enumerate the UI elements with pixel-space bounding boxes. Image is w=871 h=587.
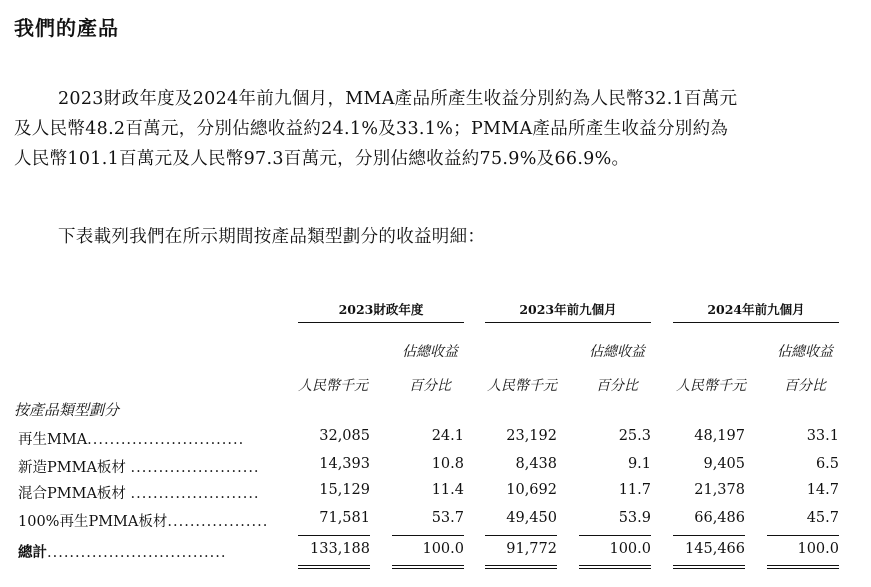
total-value: 133,188 <box>310 541 370 557</box>
total-value: 145,466 <box>685 541 745 557</box>
total-double-rule <box>298 565 370 569</box>
table-row <box>0 428 871 452</box>
total-row <box>0 541 871 565</box>
total-double-rule <box>673 565 745 569</box>
total-value: 100.0 <box>797 541 839 557</box>
total-double-rule <box>392 565 464 569</box>
cell-value: 25.3 <box>618 428 651 444</box>
cell-value: 21,378 <box>694 482 745 498</box>
paragraph-line: 下表載列我們在所示期間按產品類型劃分的收益明細： <box>58 227 486 247</box>
subtotal-rule <box>767 535 839 536</box>
subtotal-rule <box>579 535 651 536</box>
cell-value: 32,085 <box>319 428 370 444</box>
cell-value: 10.8 <box>431 456 464 472</box>
cell-value: 71,581 <box>319 510 370 526</box>
rmb-header: 人民幣千元 <box>298 378 368 394</box>
period-rule <box>673 322 839 323</box>
cell-value: 9,405 <box>703 456 745 472</box>
cell-value: 45.7 <box>806 510 839 526</box>
cell-value: 48,197 <box>694 428 745 444</box>
period-rule <box>485 322 651 323</box>
subtotal-rule <box>392 535 464 536</box>
pct-header-top: 佔總收益 <box>777 344 833 360</box>
cell-value: 14.7 <box>806 482 839 498</box>
table-row <box>0 510 871 534</box>
pct-header-bottom: 百分比 <box>784 378 826 394</box>
rmb-header: 人民幣千元 <box>487 378 557 394</box>
period-rule <box>298 322 464 323</box>
cell-value: 24.1 <box>431 428 464 444</box>
intro-paragraph <box>14 84 864 174</box>
paragraph-line: 人民幣101.1百萬元及人民幣97.3百萬元，分別佔總收益約75.9%及66.9%。 <box>14 149 630 169</box>
pct-header-top: 佔總收益 <box>589 344 645 360</box>
pct-header-top: 佔總收益 <box>402 344 458 360</box>
table-row <box>0 456 871 480</box>
row-label: 100%再生PMMA板材.................. <box>18 514 269 530</box>
period-header-fy2023: 2023財政年度 <box>338 302 424 317</box>
paragraph-line: 及人民幣48.2百萬元，分別佔總收益約24.1%及33.1%；PMMA產品所產生收益分別約為 <box>14 119 729 139</box>
total-value: 100.0 <box>422 541 464 557</box>
subtotal-rule <box>485 535 557 536</box>
table-intro-paragraph <box>14 222 864 252</box>
cell-value: 49,450 <box>506 510 557 526</box>
cell-value: 33.1 <box>806 428 839 444</box>
row-label: 新造PMMA板材 ....................... <box>18 460 260 476</box>
cell-value: 11.7 <box>618 482 651 498</box>
pct-header-bottom: 百分比 <box>409 378 451 394</box>
cell-value: 66,486 <box>694 510 745 526</box>
row-label: 混合PMMA板材 ....................... <box>18 486 260 502</box>
cell-value: 14,393 <box>319 456 370 472</box>
cell-value: 10,692 <box>506 482 557 498</box>
row-label: 再生MMA............................ <box>18 432 245 448</box>
cell-value: 11.4 <box>431 482 464 498</box>
cell-value: 6.5 <box>815 456 839 472</box>
subtotal-rule <box>673 535 745 536</box>
cell-value: 8,438 <box>515 456 557 472</box>
period-header-9m2024: 2024年前九個月 <box>707 302 805 317</box>
pct-header-bottom: 百分比 <box>596 378 638 394</box>
period-header-9m2023: 2023年前九個月 <box>519 302 617 317</box>
cell-value: 53.9 <box>618 510 651 526</box>
table-row <box>0 482 871 506</box>
paragraph-line: 2023財政年度及2024年前九個月，MMA產品所產生收益分別約為人民幣32.1百萬元 <box>58 89 738 109</box>
total-double-rule <box>579 565 651 569</box>
rmb-header: 人民幣千元 <box>676 378 746 394</box>
subtotal-rule <box>298 535 370 536</box>
cell-value: 9.1 <box>627 456 651 472</box>
total-value: 100.0 <box>609 541 651 557</box>
cell-value: 15,129 <box>319 482 370 498</box>
total-label: 總計................................ <box>18 544 227 561</box>
total-value: 91,772 <box>506 541 557 557</box>
cell-value: 53.7 <box>431 510 464 526</box>
section-heading: 我們的產品 <box>14 16 119 40</box>
total-double-rule <box>485 565 557 569</box>
cell-value: 23,192 <box>506 428 557 444</box>
category-section-label: 按產品類型劃分 <box>14 401 120 419</box>
total-double-rule <box>767 565 839 569</box>
